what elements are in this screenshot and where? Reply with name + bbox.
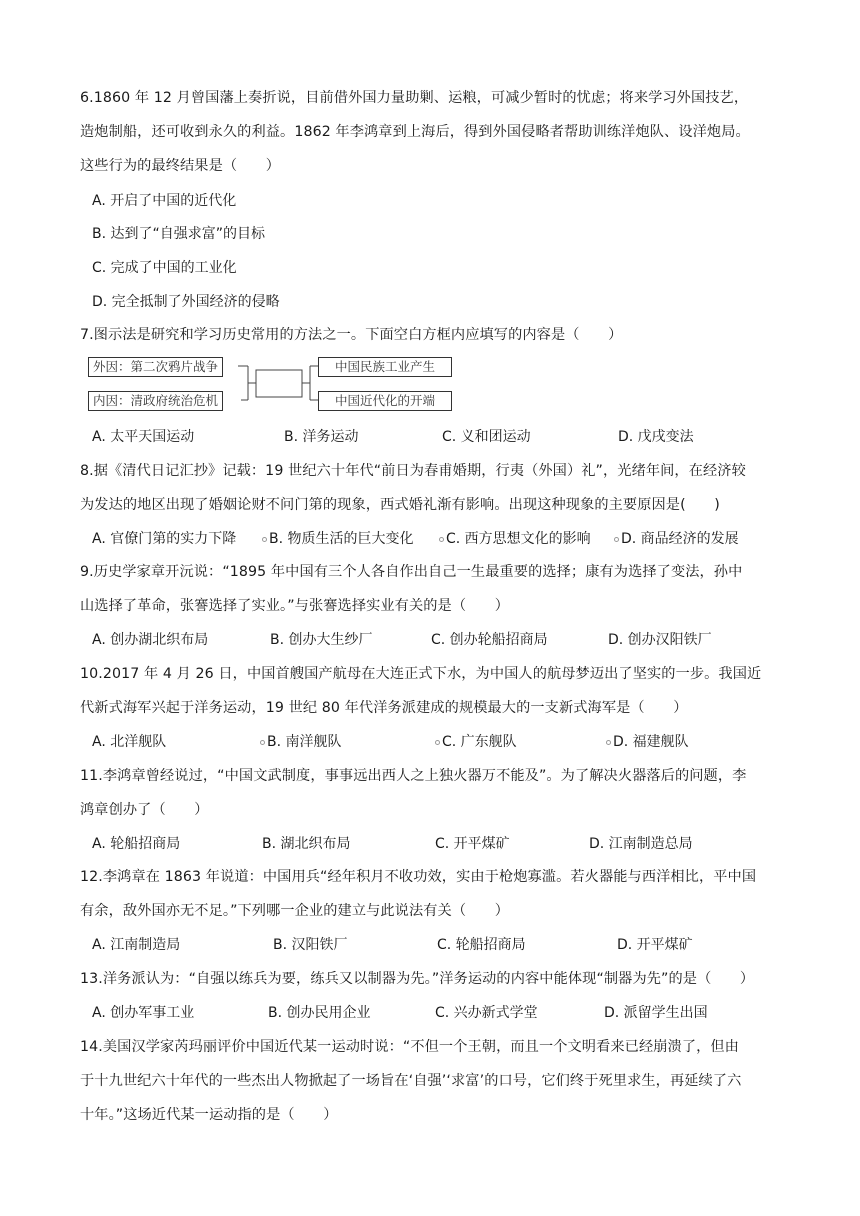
question-9-line-1: 9.历史学家章开沅说：“1895 年中国有三个人各自作出自己一生最重要的选择；康有为选择了变法，孙中 [80, 564, 743, 580]
question-8-line-1: 8.据《清代日记汇抄》记载：19 世纪六十年代“前日为春甫婚期，行夷（外国）礼”，光绪年间，在经济较 [80, 463, 746, 479]
question-10-option-c-text: C. 广东舰队 [442, 734, 517, 750]
question-8-option-c-text: C. 西方思想文化的影响 [446, 531, 591, 547]
question-10-option-d-text: D. 福建舰队 [613, 734, 689, 750]
question-7-option-a: A. 太平天国运动 [92, 429, 195, 445]
question-9-option-d: D. 创办汉阳铁厂 [608, 632, 712, 648]
question-11-option-b: B. 湖北织布局 [262, 836, 351, 852]
question-10-option-b-text: B. 南洋舰队 [267, 734, 342, 750]
question-8-option-b-text: B. 物质生活的巨大变化 [269, 531, 414, 547]
question-8-option-c [439, 529, 591, 549]
question-6-option-a: A. 开启了中国的近代化 [92, 193, 237, 209]
question-8-option-a: A. 官僚门第的实力下降 [92, 531, 237, 547]
bullet-dot-icon [606, 740, 611, 745]
question-10-option-c [435, 732, 517, 752]
question-13-option-a: A. 创办军事工业 [92, 1005, 195, 1021]
question-13-line-1: 13.洋务派认为：“自强以练兵为要，练兵又以制器为先。”洋务运动的内容中能体现“制器为先”的是（ ） [80, 971, 755, 987]
question-12-option-b: B. 汉阳铁厂 [273, 937, 348, 953]
question-7-option-c: C. 义和团运动 [442, 429, 531, 445]
question-11-option-c: C. 开平煤矿 [435, 836, 510, 852]
question-14-line-1: 14.美国汉学家芮玛丽评价中国近代某一运动时说：“不但一个王朝，而且一个文明看来已经崩溃了，但由 [80, 1039, 739, 1055]
question-14-line-2: 于十九世纪六十年代的一些杰出人物掀起了一场旨在‘自强’‘求富’的口号，它们终于死里求生，再延续了六 [80, 1073, 742, 1089]
question-12-option-d: D. 开平煤矿 [617, 937, 693, 953]
question-12-option-c: C. 轮船招商局 [437, 937, 526, 953]
question-6-option-c: C. 完成了中国的工业化 [92, 260, 237, 276]
question-6-line-3: 这些行为的最终结果是（ ） [80, 158, 281, 174]
question-9-line-2: 山选择了革命，张謇选择了实业。”与张謇选择实业有关的是（ ） [80, 598, 509, 614]
question-9-option-c: C. 创办轮船招商局 [431, 632, 548, 648]
cause-effect-diagram [88, 354, 468, 416]
question-12-option-a: A. 江南制造局 [92, 937, 181, 953]
question-8-option-b [262, 529, 414, 549]
question-9-option-a: A. 创办湖北织布局 [92, 632, 209, 648]
diagram-internal-cause: 内因：清政府统治危机 [88, 391, 223, 411]
bullet-dot-icon [614, 537, 619, 542]
question-8-option-d-text: D. 商品经济的发展 [621, 531, 739, 547]
bullet-dot-icon [435, 740, 440, 745]
bullet-dot-icon [260, 740, 265, 745]
question-6-option-d: D. 完全抵制了外国经济的侵略 [92, 294, 280, 310]
question-6-line-2: 造炮制船，还可收到永久的利益。1862 年李鸿章到上海后，得到外国侵略者帮助训练洋炮队、设洋炮局。 [80, 124, 750, 140]
question-8-line-2: 为发达的地区出现了婚姻论财不问门第的现象，西式婚礼渐有影响。出现这种现象的主要原因是( ) [80, 497, 720, 513]
diagram-result-industry: 中国民族工业产生 [318, 357, 452, 377]
question-11-option-d: D. 江南制造总局 [589, 836, 693, 852]
question-6-option-b: B. 达到了“自强求富”的目标 [92, 226, 266, 242]
bullet-dot-icon [262, 537, 267, 542]
question-6-line-1: 6.1860 年 12 月曾国藩上奏折说，目前借外国力量助剿、运粮，可减少暂时的忧虑；将来学习外国技艺， [80, 90, 749, 106]
question-10-option-b [260, 732, 342, 752]
question-13-option-d: D. 派留学生出国 [604, 1005, 708, 1021]
question-8-option-d [614, 529, 739, 549]
diagram-external-cause: 外因：第二次鸦片战争 [88, 357, 223, 377]
question-10-line-2: 代新式海军兴起于洋务运动，19 世纪 80 年代洋务派建成的规模最大的一支新式海军是（ ） [80, 700, 688, 716]
question-13-option-b: B. 创办民用企业 [268, 1005, 371, 1021]
question-10-option-d [606, 732, 689, 752]
question-7-line-1: 7.图示法是研究和学习历史常用的方法之一。下面空白方框内应填写的内容是（ ） [80, 327, 623, 343]
question-11-line-2: 鸿章创办了（ ） [80, 802, 209, 818]
question-11-line-1: 11.李鸿章曾经说过，“中国文武制度，事事远出西人之上独火器万不能及”。为了解决火器落后的问题，李 [80, 768, 747, 784]
question-14-line-3: 十年。”这场近代某一运动指的是（ ） [80, 1107, 338, 1123]
question-7-option-b: B. 洋务运动 [284, 429, 359, 445]
question-11-option-a: A. 轮船招商局 [92, 836, 181, 852]
question-12-line-1: 12.李鸿章在 1863 年说道：中国用兵“经年积月不收功效，实由于枪炮寡滥。若火器能与西洋相比，平中国 [80, 869, 757, 885]
diagram-result-modernization: 中国近代化的开端 [318, 391, 452, 411]
question-7-option-d: D. 戊戌变法 [618, 429, 694, 445]
question-10-option-a: A. 北洋舰队 [92, 734, 167, 750]
question-13-option-c: C. 兴办新式学堂 [435, 1005, 538, 1021]
bullet-dot-icon [439, 537, 444, 542]
question-12-line-2: 有余，敌外国亦无不足。”下列哪一企业的建立与此说法有关（ ） [80, 903, 509, 919]
question-9-option-b: B. 创办大生纱厂 [270, 632, 373, 648]
question-10-line-1: 10.2017 年 4 月 26 日，中国首艘国产航母在大连正式下水，为中国人的航母梦迈出了坚实的一步。我国近 [80, 666, 762, 682]
